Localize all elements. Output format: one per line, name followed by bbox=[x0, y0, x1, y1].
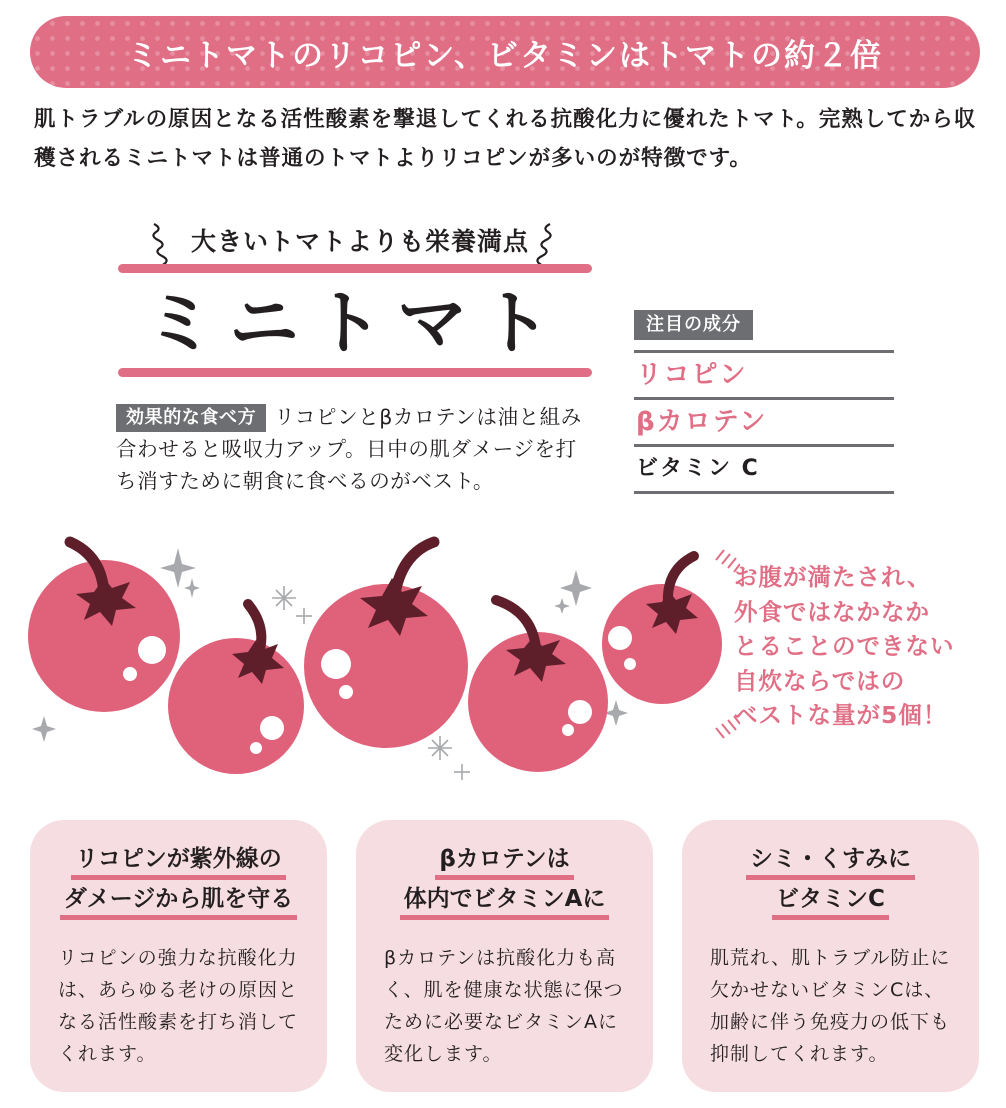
card-title bbox=[30, 840, 327, 920]
header-banner bbox=[30, 16, 980, 88]
card-vitamin-c bbox=[682, 820, 979, 1092]
card-lycopene bbox=[30, 820, 327, 1092]
callout-line: お腹が満たされ、 bbox=[734, 563, 932, 591]
callout-text bbox=[734, 560, 984, 733]
card-title-line: βカロテンは bbox=[435, 843, 573, 880]
nutrient-vitamin-c: ビタミン C bbox=[634, 447, 894, 494]
tomato-icon bbox=[304, 542, 468, 748]
nutrient-header: 注目の成分 bbox=[634, 310, 753, 340]
card-title-line: シミ・くすみに bbox=[746, 843, 915, 880]
tomato-icon bbox=[168, 604, 304, 774]
feature-subtitle: 大きいトマトよりも栄養満点 bbox=[190, 227, 529, 256]
card-beta-carotene bbox=[356, 820, 653, 1092]
nutrient-lycopene: リコピン bbox=[634, 353, 894, 400]
tomato-illustration bbox=[0, 520, 740, 800]
feature-title: ミニトマト bbox=[145, 282, 565, 364]
how-to-eat-label: 効果的な食べ方 bbox=[116, 404, 266, 432]
card-title-line: リコピンが紫外線の bbox=[71, 843, 286, 880]
banner-title: ミニトマトのリコピン、ビタミンはトマトの約２倍 bbox=[127, 37, 883, 74]
callout-line: とることのできない bbox=[734, 632, 955, 660]
card-body: リコピンの強力な抗酸化力は、あらゆる老けの原因となる活性酸素を打ち消してくれます。 bbox=[58, 947, 299, 1065]
card-body: βカロテンは抗酸化力も高く、肌を健康な状態に保つために必要なビタミンAに変化します。 bbox=[384, 947, 624, 1065]
card-title-line: ビタミンC bbox=[772, 883, 889, 920]
how-to-eat-text bbox=[116, 401, 596, 497]
nutrient-beta-carotene: βカロテン bbox=[634, 400, 894, 447]
intro-text: 肌トラブルの原因となる活性酸素を撃退してくれる抗酸化力に優れたトマト。完熟してから収穫されるミニトマトは普通のトマトよりリコピンが多いのが特徴です。 bbox=[34, 107, 977, 171]
card-title bbox=[356, 840, 653, 920]
tomato-icon bbox=[468, 600, 608, 772]
card-title-line: 体内でビタミンAに bbox=[400, 883, 610, 920]
card-title bbox=[682, 840, 979, 920]
tomato-icon bbox=[28, 542, 180, 712]
how-to-eat-body: リコピンとβカロテンは油と組み合わせると吸収力アップ。日中の肌ダメージを打ち消すために朝食に食べるのがベスト。 bbox=[116, 405, 582, 493]
title-rule-top bbox=[118, 264, 592, 273]
title-rule-bottom bbox=[118, 368, 592, 377]
callout-line: 自炊ならではの bbox=[734, 666, 906, 695]
callout-line: ベストな量が5個！ bbox=[734, 701, 948, 729]
card-body: 肌荒れ、肌トラブル防止に欠かせないビタミンCは、加齢に伴う免疫力の低下も抑制してくれます。 bbox=[710, 947, 951, 1065]
card-title-line: ダメージから肌を守る bbox=[60, 883, 298, 920]
callout-line: 外食ではなかなか bbox=[734, 597, 930, 626]
tomato-icon bbox=[602, 556, 722, 704]
nutrient-list bbox=[634, 310, 894, 494]
